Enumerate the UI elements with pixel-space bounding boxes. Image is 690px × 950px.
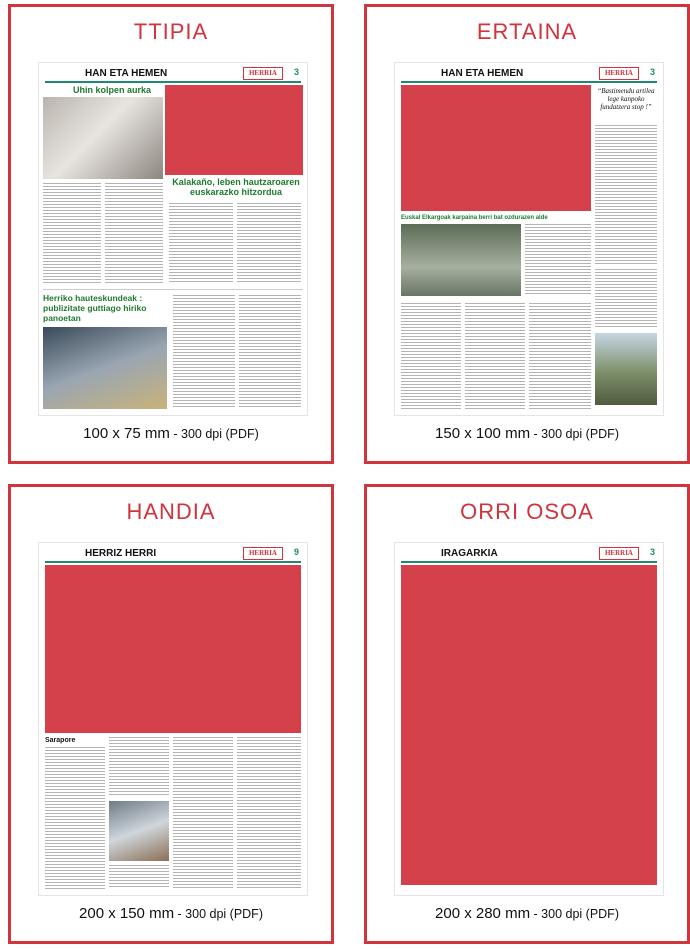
newspaper-page xyxy=(39,543,307,895)
ad-size-caption xyxy=(367,425,687,442)
card-title: ORRI OSOA xyxy=(460,499,594,524)
newspaper-page xyxy=(395,543,663,895)
headline: Sarapore xyxy=(45,737,76,744)
page-header xyxy=(401,67,657,83)
text-column xyxy=(45,747,105,889)
herria-logo: HERRIA xyxy=(243,547,283,560)
ad-resolution: - 300 dpi (PDF) xyxy=(530,907,619,921)
article-photo xyxy=(401,224,521,296)
page-header xyxy=(401,547,657,563)
ad-dimensions: 150 x 100 mm xyxy=(435,425,531,442)
page-number: 3 xyxy=(649,67,655,77)
section-title: HERRIZ HERRI xyxy=(85,548,157,559)
ad-dimensions: 200 x 150 mm xyxy=(79,905,175,922)
text-column xyxy=(173,737,233,889)
text-column xyxy=(237,737,301,889)
divider xyxy=(43,289,303,290)
ad-dimensions: 200 x 280 mm xyxy=(435,905,531,922)
page-header xyxy=(45,67,301,83)
text-column xyxy=(525,224,591,296)
ad-resolution: - 300 dpi (PDF) xyxy=(530,427,619,441)
text-column xyxy=(169,203,233,283)
headline: Herriko hauteskundeak : publizitate guttiago hiriko panoetan xyxy=(43,293,147,323)
ad-size-card-large xyxy=(8,484,334,944)
ad-placeholder-medium xyxy=(401,85,591,211)
text-column xyxy=(239,295,301,409)
headline: Uhin kolpen aurka xyxy=(73,85,152,95)
herria-logo: HERRIA xyxy=(599,547,639,560)
page-number: 3 xyxy=(649,547,655,557)
ad-size-caption xyxy=(11,425,331,442)
ad-resolution: - 300 dpi (PDF) xyxy=(174,907,263,921)
page-number: 9 xyxy=(293,547,299,557)
text-column xyxy=(173,295,235,409)
ad-resolution: - 300 dpi (PDF) xyxy=(169,427,259,441)
ad-size-caption xyxy=(367,905,687,922)
text-column xyxy=(105,183,163,283)
headline: Kalakaño, leben hautzaroaren euskarazko hitzordua xyxy=(172,177,300,197)
page-header xyxy=(45,547,301,563)
ad-placeholder-full-page xyxy=(401,565,657,885)
ad-placeholder-large xyxy=(45,565,301,733)
newspaper-page xyxy=(39,63,307,415)
photo-title: Euskal Elkargoak karpaina berri bat ozdurazen alde xyxy=(401,215,548,221)
section-title: HAN ETA HEMEN xyxy=(441,68,524,79)
newspaper-page xyxy=(395,63,663,415)
card-title: TTIPIA xyxy=(133,19,209,44)
text-column xyxy=(109,737,169,797)
ad-dimensions: 100 x 75 mm xyxy=(83,425,170,442)
pull-quote: “Bastimendu artilea lege kanpoko fundatzera stop !” xyxy=(597,87,655,111)
card-title: ERTAINA xyxy=(476,19,578,44)
herria-logo: HERRIA xyxy=(599,67,639,80)
text-column xyxy=(595,125,657,265)
article-photo xyxy=(43,97,163,179)
text-column xyxy=(43,183,101,283)
text-column xyxy=(109,865,169,889)
card-title: HANDIA xyxy=(126,499,216,524)
ad-placeholder-small xyxy=(165,85,303,175)
ad-size-card-full-page xyxy=(364,484,690,944)
text-column xyxy=(529,303,591,409)
section-title: IRAGARKIA xyxy=(441,548,498,559)
text-column xyxy=(465,303,525,409)
article-photo xyxy=(595,333,657,405)
page-number: 3 xyxy=(293,67,299,77)
ad-size-card-small xyxy=(8,4,334,464)
article-photo xyxy=(109,801,169,861)
ad-size-caption xyxy=(11,905,331,922)
article-photo xyxy=(43,327,167,409)
text-column xyxy=(401,303,461,409)
text-column xyxy=(237,203,301,283)
herria-logo: HERRIA xyxy=(243,67,283,80)
ad-size-card-medium xyxy=(364,4,690,464)
text-column xyxy=(595,269,657,329)
section-title: HAN ETA HEMEN xyxy=(85,68,168,79)
